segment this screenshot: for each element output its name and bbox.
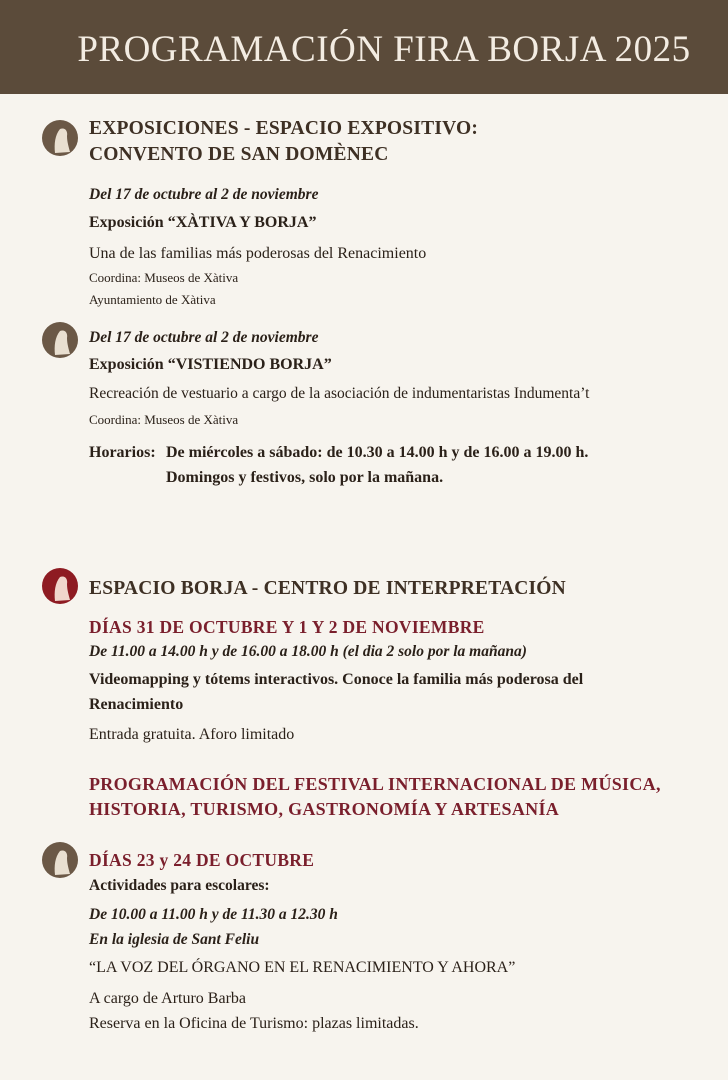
event-coordinator: Coordina: Museos de Xàtiva <box>89 270 239 285</box>
event-activity: Actividades para escolares: <box>89 877 270 894</box>
hours-label: Horarios: <box>89 444 156 461</box>
event-description: Recreación de vestuario a cargo de la asociación de indumentaristas Indumenta’t <box>89 385 590 402</box>
event-date: Del 17 de octubre al 2 de noviembre <box>89 329 319 346</box>
hours-line: De miércoles a sábado: de 10.30 a 14.00 h y de 16.00 a 19.00 h. <box>166 444 589 461</box>
event-description: Una de las familias más poderosas del Renacimiento <box>89 245 427 262</box>
festival-title: HISTORIA, TURISMO, GASTRONOMÍA Y ARTESANÍA <box>89 799 560 819</box>
figure-bullet-icon <box>42 842 78 878</box>
figure-bullet-icon <box>42 322 78 358</box>
event-name: Exposición “XÀTIVA Y BORJA” <box>89 214 317 231</box>
event-days: DÍAS 23 y 24 DE OCTUBRE <box>89 850 315 870</box>
event-name: “LA VOZ DEL ÓRGANO EN EL RENACIMIENTO Y AHORA” <box>89 959 516 976</box>
event-coordinator: Ayuntamiento de Xàtiva <box>89 292 216 307</box>
section-title: CONVENTO DE SAN DOMÈNEC <box>89 144 389 165</box>
event-place: En la iglesia de Sant Feliu <box>89 931 260 948</box>
page-title: PROGRAMACIÓN FIRA BORJA 2025 <box>77 29 691 70</box>
hours-line: Domingos y festivos, solo por la mañana. <box>166 469 444 486</box>
event-days: DÍAS 31 DE OCTUBRE Y 1 Y 2 DE NOVIEMBRE <box>89 617 485 637</box>
event-description: Renacimiento <box>89 696 184 713</box>
event-date: Del 17 de octubre al 2 de noviembre <box>89 186 319 203</box>
event-booking: Reserva en la Oficina de Turismo: plazas limitadas. <box>89 1015 419 1032</box>
event-entry: Entrada gratuita. Aforo limitado <box>89 726 295 743</box>
event-times: De 11.00 a 14.00 h y de 16.00 a 18.00 h (el dia 2 solo por la mañana) <box>89 643 527 660</box>
event-name: Exposición “VISTIENDO BORJA” <box>89 356 332 373</box>
figure-bullet-icon <box>42 568 78 604</box>
event-host: A cargo de Arturo Barba <box>89 990 246 1007</box>
event-times: De 10.00 a 11.00 h y de 11.30 a 12.30 h <box>89 906 338 923</box>
event-description: Videomapping y tótems interactivos. Conoce la familia más poderosa del <box>89 671 584 688</box>
festival-title: PROGRAMACIÓN DEL FESTIVAL INTERNACIONAL DE MÚSICA, <box>89 774 661 794</box>
figure-bullet-icon <box>42 120 78 156</box>
section-title: EXPOSICIONES - ESPACIO EXPOSITIVO: <box>89 118 479 139</box>
section-title: ESPACIO BORJA - CENTRO DE INTERPRETACIÓN <box>89 578 566 599</box>
event-coordinator: Coordina: Museos de Xàtiva <box>89 412 239 427</box>
header-banner <box>0 0 728 94</box>
